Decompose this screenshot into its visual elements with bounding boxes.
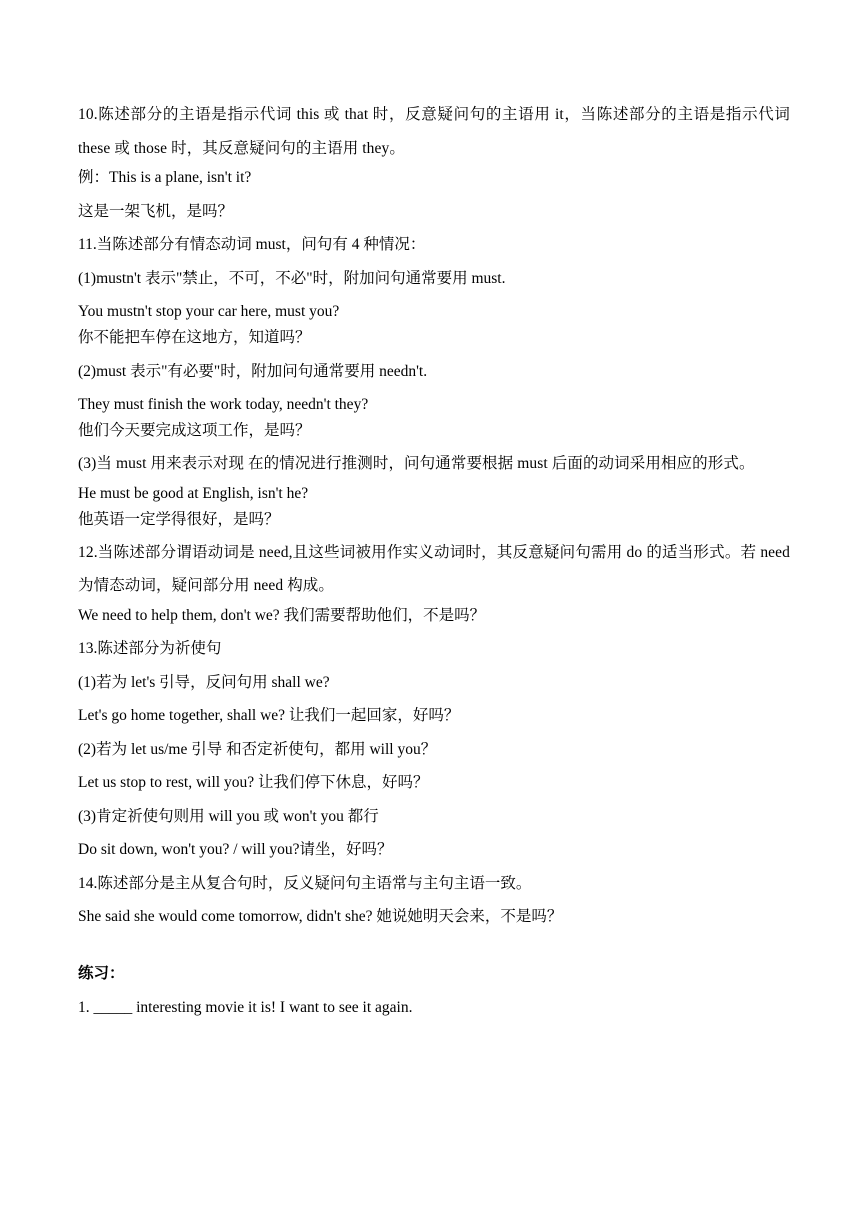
example-en: 例：This is a plane, isn't it?: [78, 169, 252, 186]
example: Let's go home together, shall we? 让我们一起回家，好吗？: [78, 707, 460, 724]
spacer: [78, 927, 790, 964]
example-en: They must finish the work today, needn't they?: [78, 396, 369, 413]
example-cn: 他们今天要完成这项工作，是吗？: [78, 422, 311, 439]
rule-13-3: (3)肯定祈使句则用 will you 或 won't you 都行: [78, 807, 379, 825]
rule-11-2: (2)must 表示"有必要"时，附加问句通常要用 needn't.: [78, 362, 428, 380]
rule-13-1: (1)若为 let's 引导，反问句用 shall we?: [78, 673, 330, 691]
example-en: You mustn't stop your car here, must you?: [78, 303, 340, 320]
rule-13-2: (2)若为 let us/me 引导 和否定祈使句，都用 will you？: [78, 740, 437, 758]
example: Do sit down, won't you? / will you?请坐，好吗？: [78, 841, 393, 858]
example: We need to help them, don't we? 我们需要帮助他们，不是吗？: [78, 606, 486, 624]
exercise-heading: 练习：: [78, 965, 125, 982]
example: She said she would come tomorrow, didn't she? 她说她明天会来，不是吗？: [78, 908, 563, 925]
example-cn: 你不能把车停在这地方，知道吗？: [78, 329, 311, 346]
example-cn: 他英语一定学得很好，是吗？: [78, 510, 280, 528]
rule-12: 12.当陈述部分谓语动词是 need,且这些词被用作实义动词时，其反意疑问句需用 do 的适当形式。若 need 为情态动词，疑问部分用 need 构成。: [78, 543, 790, 594]
document-page: [78, 102, 790, 1018]
exercise-question: 1. _____ interesting movie it is! I want to see it again.: [78, 998, 413, 1016]
rule-10: 10.陈述部分的主语是指示代词 this 或 that 时，反意疑问句的主语用 it，当陈述部分的主语是指示代词 these 或 those 时，其反意疑问句的主语用 they。: [78, 106, 790, 157]
example: Let us stop to rest, will you? 让我们停下休息，好吗？: [78, 774, 429, 791]
rule-11-3: (3)当 must 用来表示对现 在的情况进行推测时，问句通常要根据 must 后面的动词采用相应的形式。: [78, 455, 755, 472]
rule-14: 14.陈述部分是主从复合句时，反义疑问句主语常与主句主语一致。: [78, 874, 532, 892]
rule-11-1: (1)mustn't 表示"禁止，不可，不必"时，附加问句通常要用 must.: [78, 269, 506, 287]
rule-13: 13.陈述部分为祈使句: [78, 640, 222, 657]
rule-11: 11.当陈述部分有情态动词 must，问句有 4 种情况：: [78, 236, 426, 253]
example-cn: 这是一架飞机，是吗？: [78, 202, 234, 220]
example-en: He must be good at English, isn't he?: [78, 484, 309, 502]
